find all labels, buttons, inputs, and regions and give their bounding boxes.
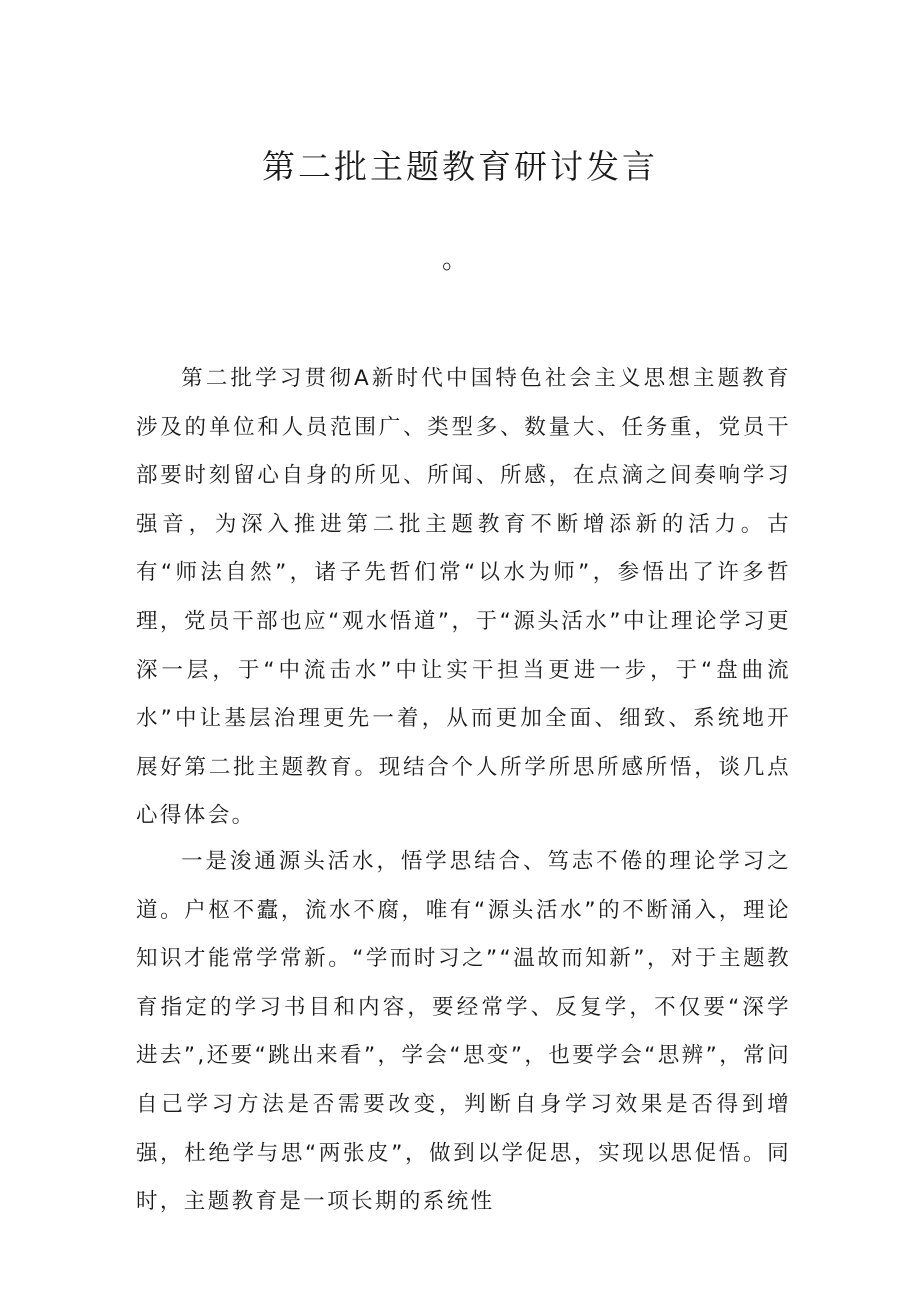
body-paragraph-point-one: 一是浚通源头活水，悟学思结合、笃志不倦的理论学习之道。户枢不蠹，流水不腐，唯有“源头活水”的不断涌入，理论知识才能常学常新。“学而时习之”“温故而知新”，对于主题教育指定的学习书目和内容，要经常学、反复学，不仅要“深学进去”,还要“跳出来看”，学会“思变”，也要学会“思辨”，常问自己学习方法是否需要改变，判断自身学习效果是否得到增强，杜绝学与思“两张皮”，做到以学促思，实现以思促悟。同时，主题教育是一项长期的系统性 (136, 849, 791, 1215)
document-subtitle: 。 (441, 245, 468, 275)
document-title: 第二批主题教育研讨发言 (262, 147, 658, 186)
body-paragraph-intro: 第二批学习贯彻A新时代中国特色社会主义思想主题教育涉及的单位和人员范围广、类型多、数量大、任务重，党员干部要时刻留心自身的所见、所闻、所感，在点滴之间奏响学习强音，为深入推进第二批主题教育不断增添新的活力。古有“师法自然”，诸子先哲们常“以水为师”，参悟出了许多哲理，党员干部也应“观水悟道”，于“源头活水”中让理论学习更深一层，于“中流击水”中让实干担当更进一步，于“盘曲流水”中让基层治理更先一着，从而更加全面、细致、系统地开展好第二批主题教育。现结合个人所学所思所感所悟，谈几点心得体会。 (136, 366, 791, 829)
